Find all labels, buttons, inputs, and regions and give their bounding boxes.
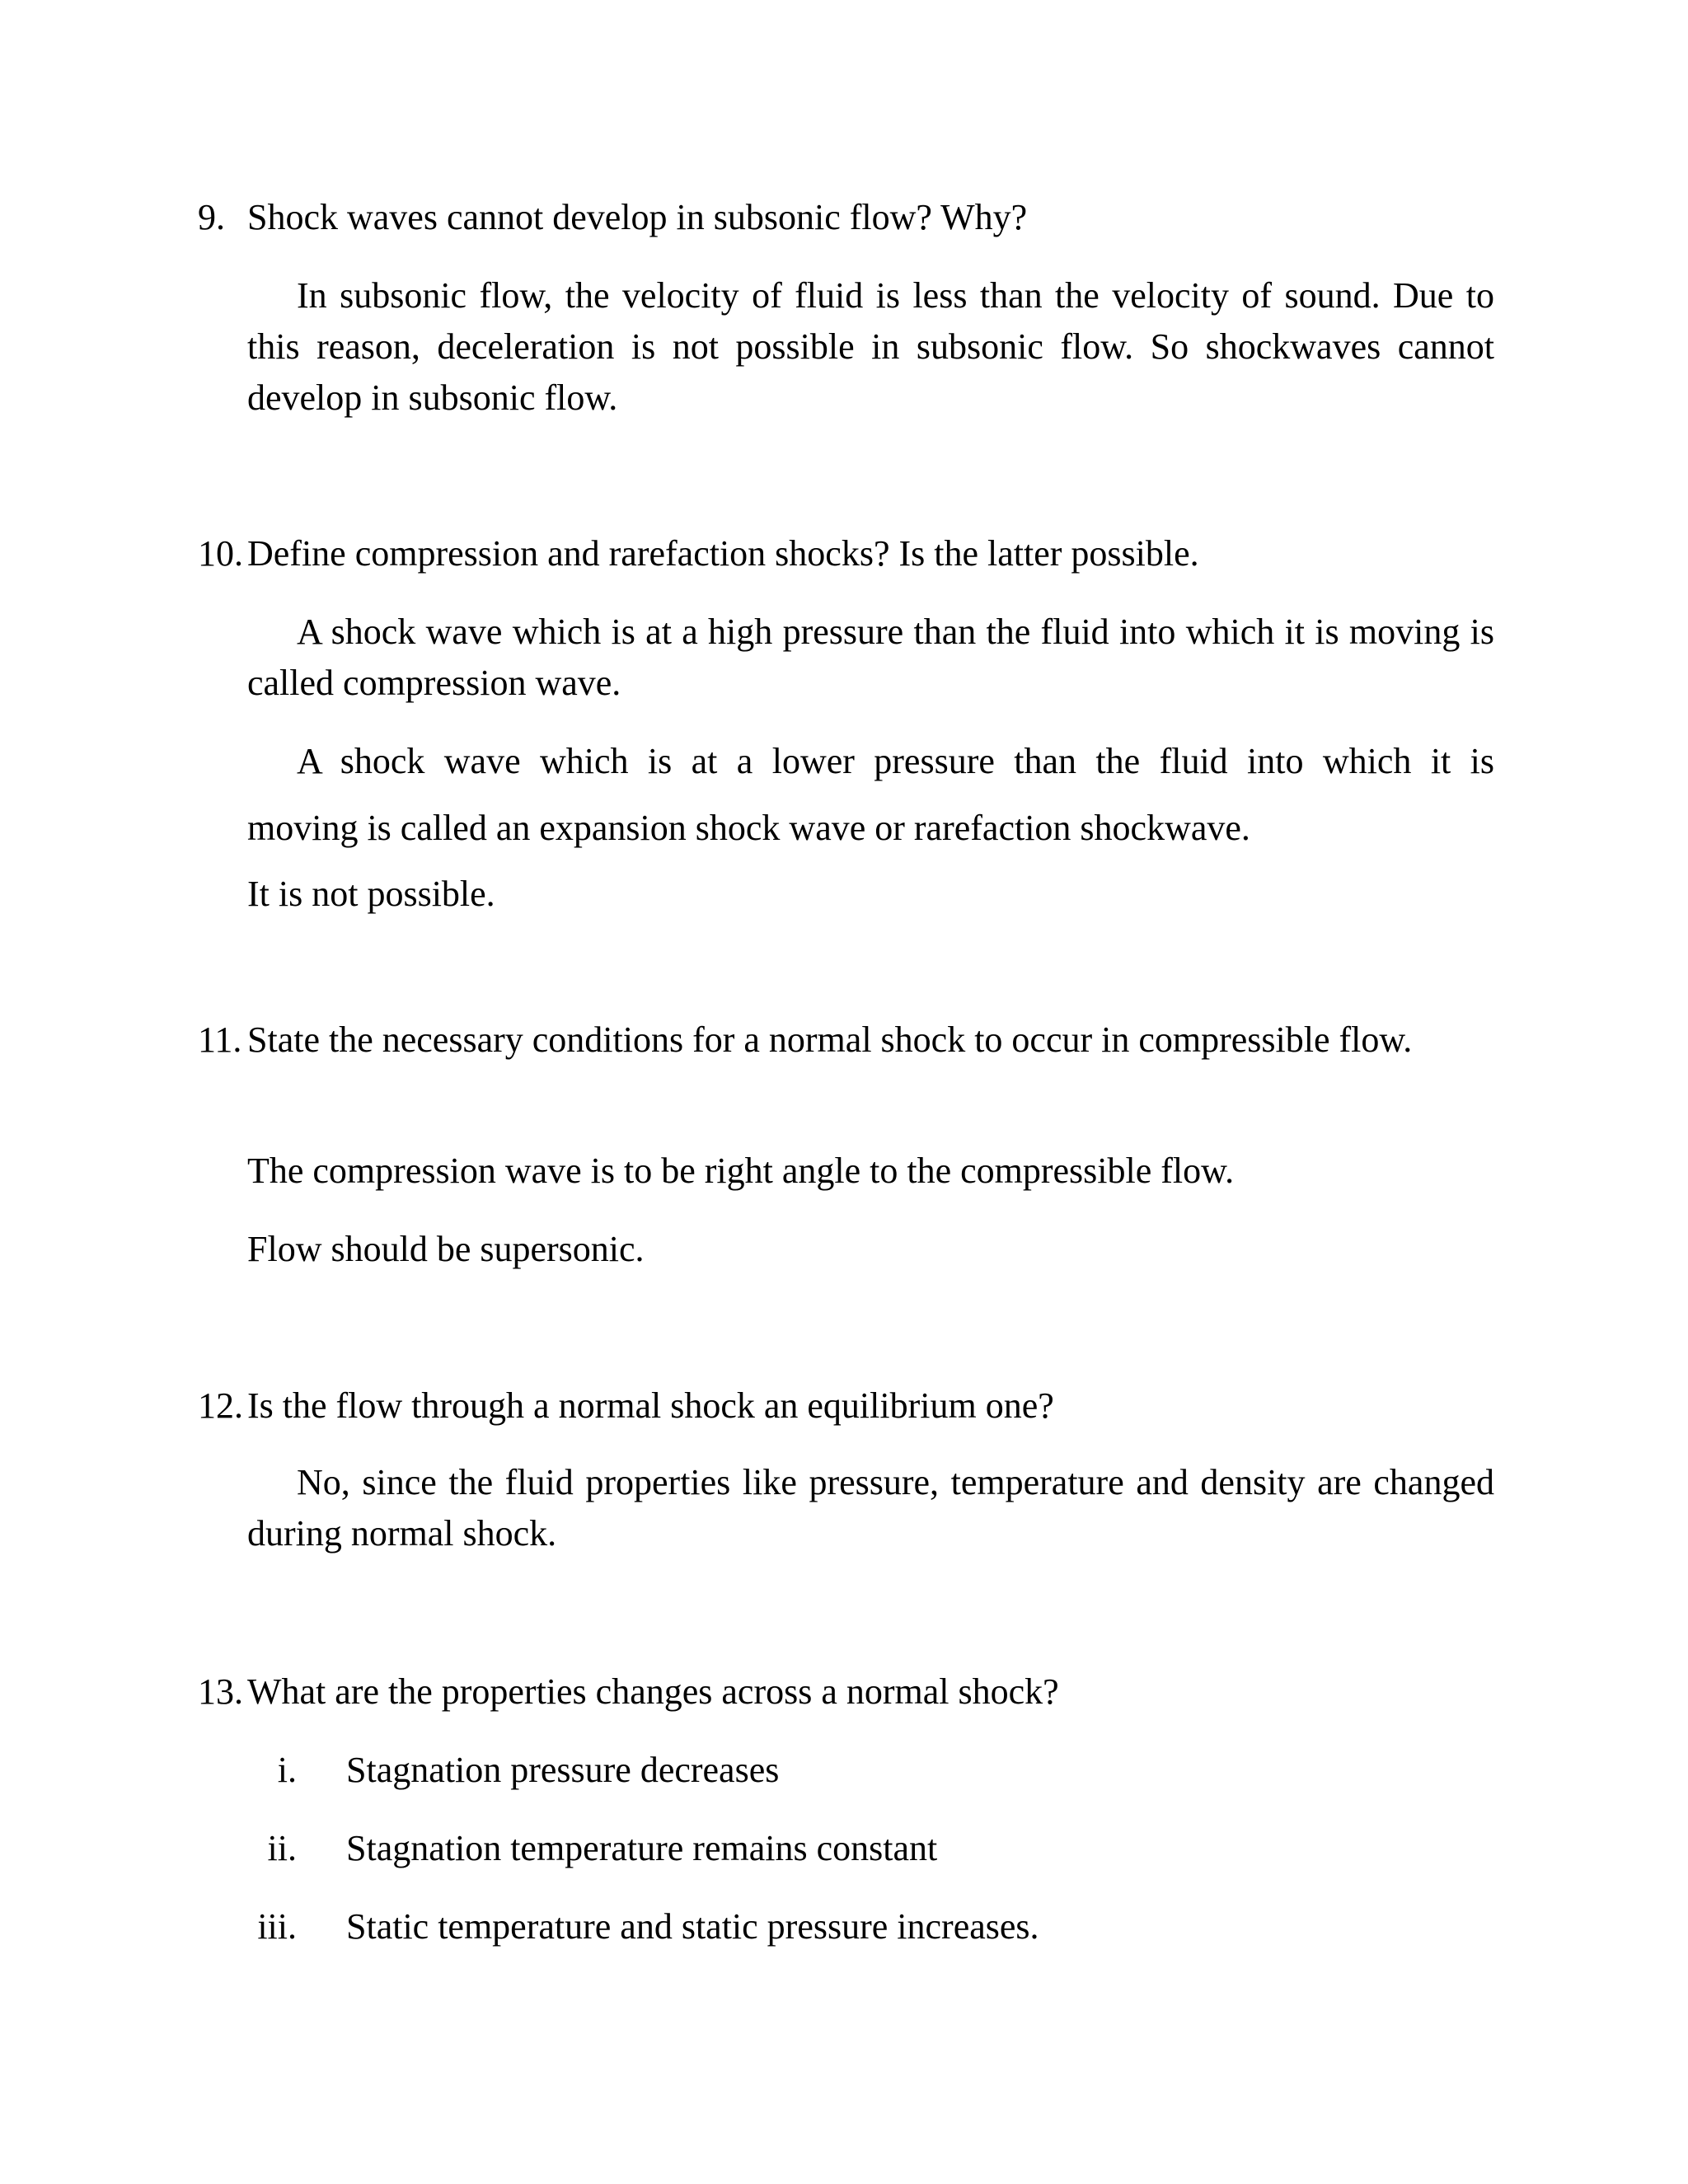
question-text: Define compression and rarefaction shocks? Is the latter possible. (247, 533, 1199, 574)
question-11 (198, 1015, 1494, 1066)
question-text: State the necessary conditions for a normal shock to occur in compressible flow. (247, 1019, 1413, 1060)
answer-paragraph: A shock wave which is at a high pressure than the fluid into which it is moving is called compression wave. (247, 612, 1494, 703)
question-text: Is the flow through a normal shock an equilibrium one? (247, 1385, 1054, 1426)
answer-line: Flow should be supersonic. (247, 1229, 645, 1269)
list-numeral: iii. (257, 1906, 297, 1947)
list-numeral: i. (277, 1750, 297, 1790)
question-9 (198, 192, 1494, 243)
question-number: 11. (198, 1019, 242, 1060)
question-10 (198, 528, 1494, 579)
question-number: 13. (198, 1671, 243, 1712)
question-number: 10. (198, 533, 243, 574)
question-13 (198, 1666, 1494, 1718)
question-number: 12. (198, 1385, 243, 1426)
answer-paragraph: No, since the fluid properties like pressure, temperature and density are changed during normal shock. (247, 1462, 1494, 1554)
list-item-text: Static temperature and static pressure increases. (346, 1906, 1039, 1947)
question-12 (198, 1380, 1494, 1432)
question-number: 9. (198, 197, 225, 237)
answer-line: A shock wave which is at a lower pressure than the fluid into which it is (297, 741, 1494, 781)
answer-paragraph: In subsonic flow, the velocity of fluid is less than the velocity of sound. Due to this reason, deceleration is not possible in subsonic flow. So shockwaves cannot develop in subsonic flow. (247, 275, 1494, 418)
list-numeral: ii. (267, 1828, 297, 1868)
answer-line: The compression wave is to be right angle to the compressible flow. (247, 1151, 1235, 1191)
question-text: What are the properties changes across a normal shock? (247, 1671, 1059, 1712)
list-item-text: Stagnation temperature remains constant (346, 1828, 938, 1868)
list-item-text: Stagnation pressure decreases (346, 1750, 780, 1790)
question-text: Shock waves cannot develop in subsonic flow? Why? (247, 197, 1028, 237)
answer-line: It is not possible. (247, 874, 495, 914)
answer-line: moving is called an expansion shock wave or rarefaction shockwave. (247, 808, 1250, 848)
